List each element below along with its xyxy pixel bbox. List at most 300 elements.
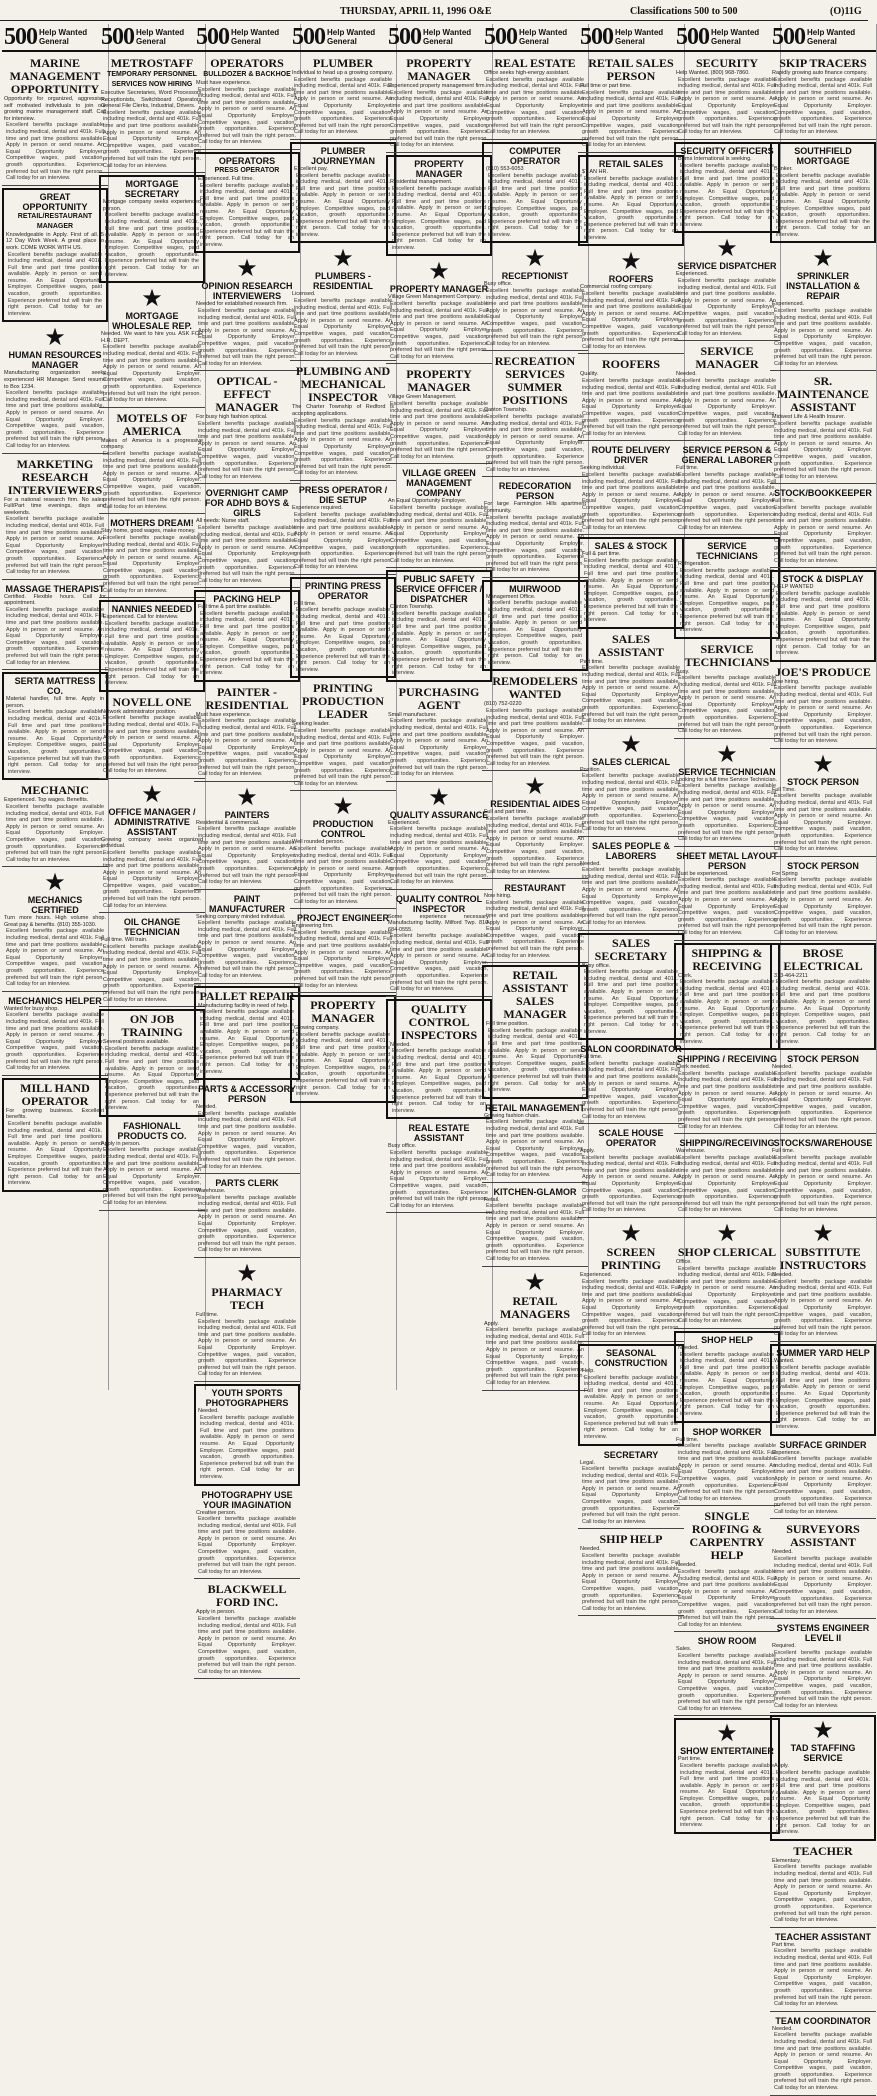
star-icon: ★	[141, 285, 163, 313]
ad-headline: MILL HAND OPERATOR	[20, 1080, 90, 1108]
ad-headline: MUIRWOOD	[509, 583, 561, 594]
ad-body: For large Farmington Hills apartment community.	[484, 501, 586, 514]
ad-headline: SALES & STOCK	[594, 541, 668, 552]
ad-body-filler: Excellent benefits package available including medical, dental and 401k. Full time and part time positions available. Apply in person or send resume. An Equal Opportunity Employer. Competitive wages, paid vacation, growth opportunities. Experience preferred but will train the right person. Call today for an interview.	[392, 610, 486, 677]
classified-ad	[386, 366, 492, 464]
ad-body-filler: Excellent benefits package available including medical, dental and 401k. Full time and part time positions available. Apply in person or send resume. An Equal Opportunity Employer. Competitive wages, paid vacation, growth opportunities. Experience preferred but will train the right person. Call today for an interview.	[486, 815, 584, 875]
ad-body-filler: Excellent benefits package available including medical, dental and 401k. Full time and part time positions available. Apply in person or send resume. An Equal Opportunity Employer. Competitive wages, paid vacation, growth opportunities. Experience preferred but will train the right person. Call today for an interview.	[678, 1569, 776, 1628]
classified-ad	[578, 248, 684, 354]
section-label: Help Wanted	[423, 28, 472, 37]
classified-column	[386, 24, 493, 1390]
ad-headline: COMPUTER OPERATOR	[509, 145, 561, 166]
ad-body: Experience required.	[292, 504, 343, 511]
ad-body-filler: Excellent benefits package available including medical, dental and 401k. Full time and part time positions available. Apply in person or send resume. An Equal Opportunity Employer. Competitive wages, paid vacation, growth opportunities. Experience preferred but will train the right person. Call today for an interview.	[486, 708, 584, 767]
classified-ad	[386, 784, 492, 890]
ad-body-filler: Excellent benefits package available including medical, dental and 401k. Full time and part time positions available. Apply in person or send resume. An Equal Opportunity Employer. Competitive wages, paid vacation, growth opportunities. Experience preferred but will train the right person. Call today for an interview.	[582, 378, 680, 437]
ad-headline: JOE'S PRODUCE	[775, 664, 871, 679]
ad-headline: ON JOB TRAINING	[121, 1012, 183, 1040]
ad-headline: STOCK/BOOKKEEPER	[774, 488, 872, 499]
ad-headline: SHIP HELP	[599, 1532, 663, 1547]
classified-ad	[290, 793, 396, 909]
ad-body: Apply in person.	[101, 1140, 141, 1147]
ad-headline: SALES ASSISTANT	[598, 631, 664, 659]
classified-ad	[482, 55, 588, 140]
ad-body: Network administrator position.	[101, 708, 177, 715]
ad-body: Full time.	[580, 1054, 603, 1061]
ad-body-filler: Excellent benefits package available including medical, dental and 401k. Full time and part time positions available. Apply in person or send resume. An Equal Opportunity Employer. Competitive wages, paid vacation, growth opportunities. Experience preferred but will train the right person. Call today for an interview.	[582, 665, 680, 725]
ad-body-filler: Excellent benefits package available including medical, dental and 401k. Full time and part time positions available. Apply in person or send resume. An Equal Opportunity Employer. Competitive wages, paid vacation, growth opportunities. Experience preferred but will train the right person. Call today for an interview.	[294, 511, 392, 571]
ad-body: Seeking leader.	[292, 721, 330, 728]
classified-ad	[578, 1344, 684, 1446]
ad-body-filler: Excellent benefits package available including medical, dental and 401k. Full time and part time positions available. Apply in person or send resume. An Equal Opportunity Employer. Competitive wages, paid vacation, growth opportunities. Experience preferred but will train the right person. Call today for an interview.	[103, 849, 201, 909]
section-header	[99, 24, 205, 52]
section-header	[2, 24, 108, 52]
section-header	[482, 24, 588, 52]
classified-ad	[482, 881, 588, 963]
ad-headline: REMODELERS WANTED	[492, 674, 578, 702]
ad-body-filler: Excellent benefits package available including medical, dental and 401k. Full time and part time positions available. Apply in person or send resume. An Equal Opportunity Employer. Competitive wages, paid vacation, growth opportunities. Experience preferred but will train the right person. Call today for an interview.	[390, 401, 488, 460]
classified-ad	[770, 664, 876, 749]
ad-body: Needed.	[772, 1064, 793, 1071]
ad-subheadline: RETAIL/RESTAURANT MANAGER	[17, 212, 93, 230]
classified-ad	[578, 1531, 684, 1616]
classified-ad	[482, 353, 588, 477]
ad-body: Experienced property management firm.	[388, 83, 487, 89]
ad-headline: ROOFERS	[608, 274, 654, 285]
star-icon: ★	[141, 780, 163, 808]
section-sublabel: General	[231, 37, 261, 46]
ad-body: Experienced. Call for interview.	[103, 614, 179, 621]
classified-ad	[2, 782, 108, 867]
ad-body-filler: Excellent benefits package available including medical, dental and 401k. Full time and part time positions available. Apply in person or send resume. An Equal Opportunity Employer. Competitive wages, paid vacation, growth opportunities. Experience preferred but will train the right person. Call today for an interview.	[678, 1154, 776, 1214]
ad-body: Residential & commercial.	[196, 819, 260, 826]
classified-ad	[770, 1136, 876, 1218]
ad-body-filler: Excellent benefits package available including medical, dental and 401k. Full time and part time positions available. Apply in person or send resume. An Equal Opportunity Employer. Competitive wages, paid vacation, growth opportunities. Experience preferred but will train the right person. Call today for an interview.	[294, 845, 392, 905]
ad-body: Needed.	[198, 1407, 219, 1414]
ad-body-filler: Excellent benefits package available including medical, dental and 401k. Full time and part time positions available. Apply in person or send resume. An Equal Opportunity Employer. Competitive wages, paid vacation, growth opportunities. Experience preferred but will train the right person. Call today for an interview.	[390, 718, 488, 778]
ad-headline: SALES SECRETARY	[594, 935, 668, 963]
ad-headline: SUMMER YARD HELP	[776, 1347, 870, 1358]
classified-ad	[386, 1121, 492, 1213]
classified-ad	[482, 580, 588, 672]
ad-headline: SHIPPING & RECEIVING	[691, 945, 763, 973]
ad-body-filler: Excellent benefits package available including medical, dental and 401k. Full time and part time positions available. Apply in person or send resume. An Equal Opportunity Employer. Competitive wages, paid vacation, growth opportunities. Experience preferred but will train the right person. Call today for an interview.	[296, 1031, 390, 1098]
classified-ad	[194, 1260, 300, 1382]
ad-body-filler: Excellent benefits package available including medical, dental and 401k. Full time and part time positions available. Apply in person or send resume. An Equal Opportunity Employer. Competitive wages, paid vacation, growth opportunities. Experience preferred but will train the right person. Call today for an interview.	[774, 1154, 872, 1214]
ad-headline: SR. MAINTENANCE ASSISTANT	[776, 374, 869, 415]
ad-headline: QUALITY CONTROL INSPECTOR	[395, 893, 483, 914]
classified-ad	[674, 443, 780, 535]
ad-headline: PROPERTY MANAGER	[310, 998, 376, 1026]
ad-headline: MORTGAGE WHOLESALE REP.	[112, 311, 192, 332]
star-icon: ★	[236, 255, 258, 283]
ad-headline: TEACHER	[793, 1843, 853, 1858]
section-header	[386, 24, 492, 52]
classified-ad	[578, 631, 684, 729]
ad-body-filler: Excellent benefits package available including medical, dental and 401k. Full time and part time positions available. Apply in person or send resume. An Equal Opportunity Employer. Competitive wages, paid vacation, growth opportunities. Experience preferred but will train the right person. Call today for an interview.	[390, 89, 488, 149]
ad-body: All needs: Nurse staff.	[196, 518, 250, 525]
ad-body-filler: Excellent benefits package available including medical, dental and 401k. Full time and part time positions available. Apply in person or send resume. An Equal Opportunity Employer. Competitive wages, paid vacation, growth opportunities. Experience preferred but will train the right person. Call today for an interview.	[6, 390, 104, 449]
ad-headline: SOUTHFIELD MORTGAGE	[794, 145, 852, 166]
classified-ad	[290, 911, 396, 993]
ad-body-filler: Excellent benefits package available including medical, dental and 401k. Full time and part time positions available. Apply in person or send resume. An Equal Opportunity Employer. Competitive wages, paid vacation, growth opportunities. Experience preferred but will train the right person. Call today for an interview.	[8, 709, 102, 775]
classified-ad	[99, 175, 205, 283]
classified-ad	[770, 2014, 876, 2096]
ad-body-filler: Excellent benefits package available including medical, dental and 401k. Full time and part time positions available. Apply in person or send resume. An Equal Opportunity Employer. Competitive wages, paid vacation, growth opportunities. Experience preferred but will train the right person. Call today for an interview.	[678, 76, 776, 136]
ad-body-filler: Excellent benefits package available including medical, dental and 401k. Full time and part time positions available. Apply in person or send resume. An Equal Opportunity Employer. Competitive wages, paid vacation, growth opportunities. Experience preferred but will train the right person. Call today for an interview.	[678, 1652, 776, 1712]
ad-body: HELP WANTED	[774, 584, 814, 591]
classified-ad	[386, 258, 492, 364]
classified-ad	[99, 915, 205, 1007]
ad-headline: PLUMBERS - RESIDENTIAL	[312, 271, 373, 292]
ad-body: Must have experience.	[196, 80, 252, 86]
ad-body-filler: Excellent benefits package available including medical, dental and 401k. Full time and part time positions available. Apply in person or send resume. An Equal Opportunity Employer. Competitive wages, paid vacation, growth opportunities. Experience preferred but will train the right person. Call today for an interview.	[103, 715, 201, 775]
ad-subheadline: BULLDOZER & BACKHOE	[203, 71, 291, 78]
ad-headline: STOCK & DISPLAY	[782, 574, 864, 585]
classified-ad	[2, 672, 108, 780]
classified-ad	[386, 684, 492, 782]
ad-body: Burns International is seeking.	[678, 155, 752, 162]
ad-headline: RETAIL MANAGEMENT	[485, 1102, 585, 1113]
classified-ad	[770, 1715, 876, 1841]
ad-body: Apply.	[580, 1148, 595, 1155]
ad-body: Full time.	[294, 600, 317, 607]
ad-headline: SHOP CLERICAL	[677, 1245, 777, 1260]
star-icon: ★	[524, 773, 546, 801]
classified-ad	[2, 1078, 108, 1192]
section-sublabel: General	[711, 37, 741, 46]
ad-body-filler: Excellent benefits package available including medical, dental and 401k. Full time and part time positions available. Apply in person or send resume. An Equal Opportunity Employer. Competitive wages, paid vacation, growth opportunities. Experience preferred but will train the right person. Call today for an interview.	[488, 1027, 582, 1094]
classified-ad	[290, 142, 396, 244]
ad-headline: MOTHERS DREAM!	[110, 518, 194, 529]
classified-ad	[290, 363, 396, 481]
ad-headline: OPERATORS	[210, 56, 284, 70]
section-sublabel: General	[615, 37, 645, 46]
classified-ad	[482, 245, 588, 351]
ad-body: Growing company seeks organized individual.	[101, 836, 203, 850]
classified-ad	[99, 600, 205, 692]
classified-ad	[770, 486, 876, 568]
ad-headline: MECHANIC	[21, 783, 89, 798]
ad-headline: SERVICE MANAGER	[695, 344, 759, 372]
ad-headline: BROSE ELECTRICAL	[783, 945, 863, 973]
ad-body-filler: Excellent benefits package available including medical, dental and 401k. Full time and part time positions available. Apply in person or send resume. An Equal Opportunity Employer. Competitive wages, paid vacation, growth opportunities. Experience preferred but will train the right person. Call today for an interview.	[8, 251, 102, 317]
classified-ad	[99, 516, 205, 598]
star-icon: ★	[812, 750, 834, 778]
ad-body-filler: Excellent benefits package available including medical, dental and 401k. Full time and part time positions available. Apply in person or send resume. An Equal Opportunity Employer. Competitive wages, paid vacation, growth opportunities. Experience preferred but will train the right person. Call today for an interview.	[390, 504, 488, 564]
ad-body: Experienced.	[676, 271, 709, 278]
ad-body: Needed.	[772, 2025, 793, 2032]
ad-body-filler: Excellent benefits package available including medical, dental and 401k. Full time and part time positions available. Apply in person or send resume. An Equal Opportunity Employer. Competitive wages, paid vacation, growth opportunities. Experience preferred but will train the right person. Call today for an interview.	[198, 920, 296, 980]
ad-headline: GREAT OPPORTUNITY	[22, 191, 88, 212]
ad-body: Warehouse.	[196, 1188, 226, 1195]
ad-headline: MOTELS OF AMERICA	[116, 410, 188, 438]
classified-ad	[290, 483, 396, 575]
ad-body-filler: Excellent benefits package available including medical, dental and 401k. Full time and part time positions available. Apply in person or send resume. An Equal Opportunity Employer. Competitive wages, paid vacation, growth opportunities. Experience preferred but will train the right person. Call today for an interview.	[200, 182, 294, 248]
section-header	[194, 24, 300, 52]
ad-headline: SEASONAL CONSTRUCTION	[594, 1347, 668, 1368]
ad-body-filler: Excellent benefits package available including medical, dental and 401k. Full time and part time positions available. Apply in person or send resume. An Equal Opportunity Employer. Competitive wages, paid vacation, growth opportunities. Experience preferred but will train the right person. Call today for an interview.	[296, 607, 390, 673]
ad-headline: RETAIL SALES	[598, 158, 664, 169]
ad-body-filler: Excellent benefits package available including medical, dental and 401k. Full time and part time positions available. Apply in person or send resume. An Equal Opportunity Employer. Competitive wages, paid vacation, growth opportunities. Experience preferred but will train the right person. Call today for an interview.	[774, 308, 872, 367]
classified-ad	[482, 1185, 588, 1267]
classified-ad	[674, 55, 780, 140]
ad-body-filler: Excellent benefits package available including medical, dental and 401k. Full time and part time positions available. Apply in person or send resume. An Equal Opportunity Employer. Competitive wages, paid vacation, growth opportunities. Experience preferred but will train the right person. Call today for an interview.	[6, 606, 104, 666]
classified-ad	[578, 356, 684, 441]
ad-body: Village Green Management Company.	[388, 294, 482, 301]
ad-headline: SURVEYORS ASSISTANT	[786, 1522, 860, 1550]
ad-headline: PAINT MANUFACTURER	[209, 893, 285, 914]
ad-body-filler: Excellent benefits package available including medical, dental and 401k. Full time and part time positions available. Apply in person or send resume. An Equal Opportunity Employer. Competitive wages, paid vacation, growth opportunities. Experience preferred but will train the right person. Call today for an interview.	[584, 969, 678, 1035]
ad-body: Help.	[582, 1367, 595, 1374]
classified-ad	[674, 1425, 780, 1507]
ad-body-filler: Excellent benefits package available including medical, dental and 401k. Full time and part time positions available. Apply in person or send resume. An Equal Opportunity Employer. Competitive wages, paid vacation, growth opportunities. Experience preferred but will train the right person. Call today for an interview.	[582, 773, 680, 833]
ad-body: Full time position.	[486, 1021, 529, 1028]
ad-body: Full and part time.	[484, 809, 529, 816]
star-icon: ★	[716, 1720, 738, 1748]
ad-headline: SHOP HELP	[701, 1334, 753, 1345]
classified-ad	[194, 55, 300, 150]
ad-body: Needed.	[678, 1344, 699, 1351]
ad-body: Canton Township.	[390, 604, 434, 611]
classified-ad	[578, 155, 684, 247]
ad-body-filler: Excellent benefits package available including medical, dental and 401k. Full time and part time positions available. Apply in person or send resume. An Equal Opportunity Employer. Competitive wages, paid vacation, growth opportunities. Experience preferred but will train the right person. Call today for an interview.	[678, 1070, 776, 1130]
ad-headline: SCALE HOUSE OPERATOR	[598, 1128, 664, 1149]
ad-headline: YOUTH SPORTS PHOTOGRAPHERS	[205, 1387, 289, 1408]
ad-body-filler: Excellent benefits package available including medical, dental and 401k. Full time and part time positions available. Apply in person or send resume. An Equal Opportunity Employer. Competitive wages, paid vacation, growth opportunities. Experience preferred but will train the right person. Call today for an interview.	[774, 421, 872, 480]
classified-ad	[674, 1718, 780, 1834]
ad-headline: MECHANICS CERTIFIED	[27, 895, 83, 916]
classified-ad	[578, 1042, 684, 1124]
section-number: 500	[101, 23, 134, 50]
ad-body-filler: Excellent benefits package available including medical, dental and 401k. Full time and part time positions available. Apply in person or send resume. An Equal Opportunity Employer. Competitive wages, paid vacation, growth opportunities. Experience preferred but will train the right person. Call today for an interview.	[8, 1120, 102, 1187]
ad-headline: OPERATORS	[218, 155, 276, 166]
classified-ad	[194, 684, 300, 782]
ad-headline: TAD STAFFING SERVICE	[790, 1743, 856, 1764]
ad-body-filler: Excellent benefits package available including medical, dental and 401k. Full time and part time positions available. Apply in person or send resume. An Equal Opportunity Employer. Competitive wages, paid vacation, growth opportunities. Experience preferred but will train the right person. Call today for an interview.	[774, 76, 872, 136]
classified-ad	[482, 1269, 588, 1391]
classified-ad	[770, 55, 876, 140]
ad-body-filler: Excellent benefits package available including medical, dental and 401k. Full time and part time positions available. Apply in person or send resume. An Equal Opportunity Employer. Competitive wages, paid vacation, growth opportunities. Experience preferred but will train the right person. Call today for an interview.	[774, 685, 872, 745]
ad-headline: PHOTOGRAPHY USE YOUR IMAGINATION	[201, 1489, 293, 1510]
classified-ad	[2, 869, 108, 992]
ad-body: Full time.	[196, 1312, 219, 1319]
classified-ad	[674, 1220, 780, 1329]
classified-ad	[770, 943, 876, 1051]
ad-body: Rapidly growing auto finance company.	[772, 70, 868, 76]
star-icon: ★	[524, 1268, 546, 1296]
ad-body: Elementary.	[772, 1857, 801, 1864]
ad-body-filler: Excellent benefits package available including medical, dental and 401k. Full time and part time positions available. Apply in person or send resume. An Equal Opportunity Employer. Competitive wages, paid vacation, growth opportunities. Experience preferred but will train the right person. Call today for an interview.	[198, 826, 296, 886]
classified-ad	[770, 1052, 876, 1134]
classified-ad	[770, 1843, 876, 1928]
ad-body: Licensed.	[292, 291, 316, 298]
ad-body: Makes of America is a progressive company.	[101, 437, 203, 451]
ad-body-filler: Excellent benefits package available including medical, dental and 401k. Full time and part time positions available. Apply in person or send resume. An Equal Opportunity Employer. Competitive wages, paid vacation, growth opportunities. Experience preferred but will train the right person. Call today for an interview.	[486, 1119, 584, 1179]
ad-body-filler: Excellent benefits package available including medical, dental and 401k. Full time and part time positions available. Apply in person or send resume. An Equal Opportunity Employer. Competitive wages, paid vacation, growth opportunities. Experience preferred but will train the right person. Call today for an interview.	[776, 979, 870, 1045]
ad-body: Busy.	[676, 668, 690, 675]
ad-body: Warehouse.	[676, 1148, 706, 1155]
ad-headline: PROPERTY MANAGER	[414, 158, 464, 179]
ad-body-filler: Excellent benefits package available including medical, dental and 401k. Full time and part time positions available. Apply in person or send resume. An Equal Opportunity Employer. Competitive wages, paid vacation, growth opportunities. Experience preferred but will train the right person. Call today for an interview.	[198, 308, 296, 367]
ad-body: Must be experienced.	[676, 870, 729, 877]
ad-headline: STOCK PERSON	[787, 776, 859, 787]
ad-headline: SHOW ROOM	[697, 1636, 757, 1647]
ad-body-filler: Excellent benefits package available including medical, dental and 401k. Full time and part time positions available. Apply in person or send resume. An Equal Opportunity Employer. Competitive wages, paid vacation, growth opportunities. Experience preferred but will train the right person. Call today for an interview.	[774, 1556, 872, 1615]
classified-column	[290, 24, 397, 1390]
ad-headline: SKIP TRACERS	[779, 56, 867, 70]
classified-ad	[194, 892, 300, 984]
section-label: Help Wanted	[231, 28, 280, 37]
ad-body: For a national research firm. No sales. Full/Part time evenings, days and weekends.	[4, 496, 106, 516]
ad-body: 313-464-2211	[774, 972, 808, 979]
ad-body: Residential management.	[390, 178, 453, 185]
ad-headline: MARKETING RESEARCH INTERVIEWERS	[7, 456, 103, 497]
ad-body: Retail.	[484, 1196, 500, 1203]
ad-body-filler: Excellent benefits package available including medical, dental and 401k. Full time and part time positions available. Apply in person or send resume. An Equal Opportunity Employer. Competitive wages, paid vacation, growth opportunities. Experience preferred but will train the right person. Call today for an interview.	[486, 514, 584, 574]
ad-body-filler: Excellent benefits package available including medical, dental and 401k. Full time and part time positions available. Apply in person or send resume. An Equal Opportunity Employer. Competitive wages, paid vacation, growth opportunities. Experience preferred but will train the right person. Call today for an interview.	[582, 471, 680, 531]
ad-headline: REAL ESTATE ASSISTANT	[408, 1123, 470, 1144]
ad-body: Apply.	[484, 1320, 499, 1327]
section-label: Help Wanted	[615, 28, 664, 37]
ad-body: Needed.	[580, 1546, 601, 1553]
star-icon: ★	[716, 1220, 738, 1248]
ad-body-filler: Excellent benefits package available including medical, dental and 401k. Full time and part time positions available. Apply in person or send resume. An Equal Opportunity Employer. Competitive wages, paid vacation, growth opportunities. Experience preferred but will train the right person. Call today for an interview.	[198, 524, 296, 584]
section-number: 500	[292, 23, 325, 50]
ad-headline: SHOP WORKER	[692, 1426, 762, 1437]
ad-subheadline: TEMPORARY PERSONNEL SERVICES NOW HIRING	[107, 71, 197, 88]
ad-body: Needed for established research firm.	[196, 301, 288, 308]
section-label: Help Wanted	[711, 28, 760, 37]
ad-body: Individual to head up a growing company.	[292, 70, 394, 76]
ad-body: Experienced.	[580, 1272, 613, 1279]
star-icon: ★	[716, 740, 738, 768]
classified-ad	[99, 694, 205, 779]
classified-ad	[770, 1220, 876, 1342]
ad-body-filler: Excellent benefits package available including medical, dental and 401k. Full time and part time positions available. Apply in person or send resume. An Equal Opportunity Employer. Competitive wages, paid vacation, growth opportunities. Experience preferred but will train the right person. Call today for an interview.	[6, 122, 104, 182]
ad-headline: SHIPPING / RECEIVING	[676, 1054, 778, 1065]
ad-headline: PURCHASING AGENT	[398, 684, 480, 712]
ad-body-filler: Excellent benefits package available including medical, dental and 401k. Full time and part time positions available. Apply in person or send resume. An Equal Opportunity Employer. Competitive wages, paid vacation, growth opportunities. Experience preferred but will train the right person. Call today for an interview.	[294, 728, 392, 787]
ad-body: Management Office.	[486, 593, 536, 600]
classified-ad	[578, 443, 684, 535]
ad-body-filler: Excellent benefits package available including medical, dental and 401k. Full time and part time positions available. Apply in person or send resume. An Equal Opportunity Employer. Competitive wages, paid vacation, growth opportunities. Experience preferred but will train the right person. Call today for an interview.	[582, 1278, 680, 1338]
classified-ad	[2, 456, 108, 580]
classified-ad	[482, 773, 588, 879]
classified-ad	[386, 155, 492, 257]
ad-body: Needed.	[196, 1104, 217, 1111]
classified-ad	[194, 1176, 300, 1258]
classified-ad	[99, 410, 205, 515]
ad-body-filler: Excellent benefits package available including medical, dental and 401k. Full time and part time positions available. Apply in person or send resume. An Equal Opportunity Employer. Competitive wages, paid vacation, growth opportunities. Experience preferred but will train the right person. Call today for an interview.	[6, 1012, 104, 1072]
ad-headline: PLUMBER JOURNEYMAN	[310, 145, 375, 166]
section-label: Help Wanted	[39, 28, 88, 37]
ad-headline: SERVICE DISPATCHER	[677, 261, 777, 272]
ad-headline: QUALITY ASSURANCE	[389, 809, 489, 820]
ad-headline: SURFACE GRINDER	[779, 1439, 867, 1450]
ad-headline: SCREEN PRINTING	[600, 1245, 661, 1273]
ad-headline: PUBLIC SAFETY SERVICE OFFICER / DISPATCHER	[395, 574, 483, 605]
ad-body-filler: Excellent benefits package available including medical, dental and 401k. Full time and part time positions available. Apply in person or send resume. An Equal Opportunity Employer. Competitive wages, paid vacation, growth opportunities. Experience preferred but will train the right person. Call today for an interview.	[200, 1414, 294, 1480]
ad-headline: PROJECT ENGINEER	[296, 913, 390, 924]
ad-body-filler: Excellent benefits package available including medical, dental and 401k. Full time and part time positions available. Apply in person or send resume. An Equal Opportunity Employer. Competitive wages, paid vacation, growth opportunities. Experience preferred but will train the right person. Call today for an interview.	[678, 1265, 776, 1325]
ad-body: Commercial roofing company.	[580, 284, 653, 291]
ad-headline: FASHIONALL PRODUCTS CO.	[117, 1120, 187, 1141]
ad-body-filler: Excellent benefits package available including medical, dental and 401k. Full time and part time positions available. Apply in person or send resume. An Equal Opportunity Employer. Competitive wages, paid vacation, growth opportunities. Experience preferred but will train the right person. Call today for an interview.	[294, 417, 392, 477]
classified-ad	[770, 373, 876, 484]
ad-headline: REDECORATION PERSON	[498, 481, 572, 502]
ad-body-filler: Excellent benefits package available including medical, dental and 401k. Full time and part time positions available. Apply in person or send resume. An Equal Opportunity Employer. Competitive wages, paid vacation, growth opportunities. Experience preferred but will train the right person. Call today for an interview.	[776, 1769, 870, 1836]
ad-body-filler: Excellent benefits package available including medical, dental and 401k. Full time and part time positions available. Apply in person or send resume. An Equal Opportunity Employer. Competitive wages, paid vacation, growth opportunities. Experience preferred but will train the right person. Call today for an interview.	[584, 175, 678, 241]
ad-headline: RECEPTIONIST	[501, 271, 569, 282]
ad-headline: PLUMBING AND MECHANICAL INSPECTOR	[295, 364, 391, 405]
ad-body-filler: Excellent benefits package available including medical, dental and 401k. Full time and part time positions available. Apply in person or send resume. An Equal Opportunity Employer. Competitive wages, paid vacation, growth opportunities. Experience preferred but will train the right person. Call today for an interview.	[198, 1318, 296, 1378]
classified-ad	[674, 343, 780, 441]
ad-body-filler: Excellent benefits package available including medical, dental and 401k. Full time and part time positions available. Apply in person or send resume. An Equal Opportunity Employer. Competitive wages, paid vacation, growth opportunities. Experience preferred but will train the right person. Call today for an interview.	[488, 600, 582, 666]
ad-body-filler: Excellent benefits package available including medical, dental and 401k. Full time and part time positions available. Apply in person or send resume. An Equal Opportunity Employer. Competitive wages, paid vacation, growth opportunities. Experience preferred but will train the right person. Call today for an interview.	[582, 1060, 680, 1120]
star-icon: ★	[236, 783, 258, 811]
star-icon: ★	[428, 783, 450, 811]
ad-body: Part time.	[678, 1756, 702, 1763]
ad-headline: STOCK PERSON	[787, 1054, 859, 1065]
classified-ad	[482, 1101, 588, 1183]
ad-headline: SHEET METAL LAYOUT PERSON	[676, 850, 778, 871]
ad-body: Village Green Management.	[388, 394, 457, 401]
classified-ad	[194, 152, 300, 254]
ad-headline: PACKING HELP	[213, 594, 281, 605]
ad-body-filler: Excellent benefits package available including medical, dental and 401k. Full time and part time positions available. Apply in person or send resume. An Equal Opportunity Employer. Competitive wages, paid vacation, growth opportunities. Experience preferred but will train the right person. Call today for an interview.	[582, 867, 680, 927]
ad-body: Now hiring.	[772, 678, 800, 685]
ad-headline: STOCK PERSON	[787, 860, 859, 871]
ad-headline: OPTICAL - EFFECT MANAGER	[215, 374, 279, 415]
ad-body-filler: Excellent benefits package available including medical, dental and 401k. Full time and part time positions available. Apply in person or send resume. An Equal Opportunity Employer. Competitive wages, paid vacation, growth opportunities. Experience preferred but will train the right person. Call today for an interview.	[584, 1374, 678, 1440]
star-icon: ★	[332, 245, 354, 273]
classified-ad	[2, 55, 108, 186]
ad-body: Clerk.	[678, 972, 693, 979]
classified-ad	[99, 1119, 205, 1211]
ad-headline: PRESS OPERATOR / DIE SETUP	[298, 484, 388, 505]
section-number: 500	[772, 23, 805, 50]
ad-body: Position.	[580, 766, 602, 773]
ad-headline: SERTA MATTRESS CO.	[14, 676, 96, 697]
ad-body: Well rounded person.	[292, 839, 345, 846]
ad-headline: SALON COORDINATOR	[580, 1044, 682, 1055]
ad-body: Experienced.	[388, 819, 421, 826]
ad-headline: REAL ESTATE	[494, 56, 576, 70]
ad-body: (810) 752-0220	[484, 701, 522, 708]
ad-headline: NOVELL ONE	[112, 694, 192, 709]
classified-ad	[770, 142, 876, 244]
ad-body-filler: Excellent benefits package available including medical, dental and 401k. Full time and part time positions available. Apply in person or send resume. An Equal Opportunity Employer. Competitive wages, paid vacation, growth opportunities. Experience preferred but will train the right person. Call today for an interview.	[103, 109, 201, 169]
ad-headline: RETAIL MANAGERS	[499, 1293, 570, 1321]
classified-ad	[194, 373, 300, 484]
ad-body-filler: Excellent benefits package available including medical, dental and 401k. Full time and part time positions available. Apply in person or send resume. An Equal Opportunity Employer. Competitive wages, paid vacation, growth opportunities. Experience preferred but will train the right person. Call today for an interview.	[486, 1203, 584, 1263]
ad-headline: MECHANICS HELPER	[8, 995, 102, 1006]
ad-body: $7 AN HR.	[582, 168, 608, 175]
ad-body-filler: Excellent benefits package available including medical, dental and 401k. Full time and part time positions available. Apply in person or send resume. An Equal Opportunity Employer. Competitive wages, paid vacation, growth opportunities. Experience preferred but will train the right person. Call today for an interview.	[105, 212, 199, 278]
ad-body-filler: Excellent benefits package available including medical, dental and 401k. Full time and part time positions available. Apply in person or send resume. An Equal Opportunity Employer. Competitive wages, paid vacation, growth opportunities. Experience preferred but will train the right person. Call today for an interview.	[774, 1649, 872, 1709]
ad-body: Needed.	[676, 1562, 697, 1569]
classified-ad	[194, 590, 300, 682]
ad-body: Quality.	[580, 371, 599, 378]
ad-body-filler: Excellent benefits package available including medical, dental and 401k. Full time and part time positions available. Apply in person or send resume. An Equal Opportunity Employer. Competitive wages, paid vacation, growth opportunities. Experience preferred but will train the right person. Call today for an interview.	[103, 450, 201, 510]
ad-body: Executive Secretaries, Word Processors, Receptionists, Switchboard Operators, General File Clerks, Industrial, Drivers.	[101, 90, 203, 110]
ad-body: Needed. We want to hire you. ASK FOR H.R. DEPT.	[101, 331, 203, 344]
ad-body: Full Time.	[772, 786, 796, 793]
ad-headline: VILLAGE GREEN MANAGEMENT COMPANY	[402, 468, 476, 499]
section-number: 500	[4, 23, 37, 50]
classified-ad	[770, 1521, 876, 1619]
